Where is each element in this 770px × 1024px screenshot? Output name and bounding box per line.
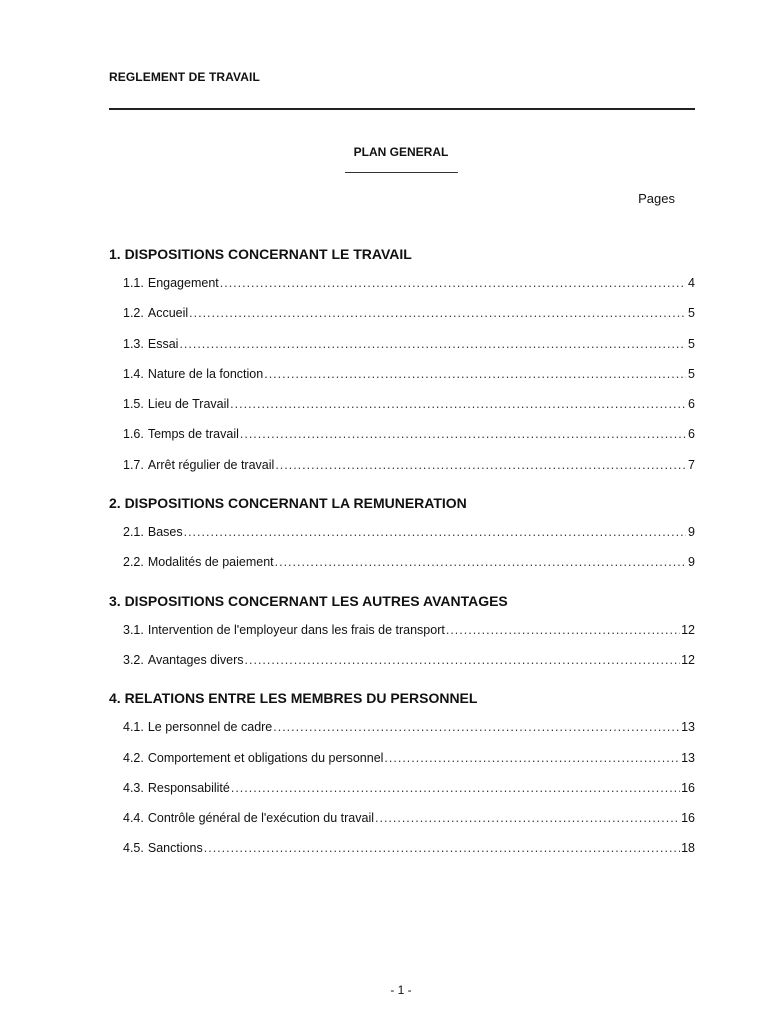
plan-title: PLAN GENERAL: [353, 145, 449, 159]
toc-dot-leader: [275, 554, 686, 570]
toc-entry-number: 1.4.: [123, 366, 144, 381]
toc-entry-page: 16: [681, 811, 695, 826]
toc-dot-leader: [273, 719, 680, 735]
toc-section-title: 4. RELATIONS ENTRE LES MEMBRES DU PERSONNEL: [109, 690, 478, 707]
toc-dot-leader: [204, 840, 680, 856]
toc-entry: [123, 719, 695, 749]
toc-entry-page: 5: [688, 306, 695, 321]
toc-dot-leader: [275, 457, 686, 473]
toc-entry: [123, 780, 695, 810]
toc-entry-page: 12: [681, 622, 695, 637]
toc-entry-label: Arrêt régulier de travail: [147, 457, 275, 472]
toc-entry-number: 2.1.: [123, 525, 144, 540]
toc-entry-label: Essai: [147, 336, 179, 351]
toc-entry: [123, 840, 695, 870]
toc-entry-label: Comportement et obligations du personnel: [147, 750, 384, 765]
toc-section-title: 1. DISPOSITIONS CONCERNANT LE TRAVAIL: [109, 246, 412, 262]
toc-entry-page: 9: [688, 555, 695, 570]
pages-column-label: Pages: [638, 191, 675, 206]
toc-entry: [123, 426, 695, 456]
toc-dot-leader: [375, 810, 680, 826]
toc-entry-label: Avantages divers: [147, 652, 244, 667]
toc-entry: [123, 366, 695, 396]
toc-entry: [123, 524, 695, 554]
toc-dot-leader: [264, 366, 686, 382]
toc-entry: [123, 336, 695, 366]
toc-entry-page: 5: [688, 366, 695, 381]
toc-entry: [123, 810, 695, 840]
toc-entry-label: Responsabilité: [147, 780, 230, 795]
toc-entry-number: 4.5.: [123, 841, 144, 856]
toc-entry-page: 5: [688, 336, 695, 351]
toc-entry: [123, 554, 695, 584]
toc-entry-number: 1.6.: [123, 427, 144, 442]
toc-entry-label: Lieu de Travail: [147, 397, 230, 412]
toc-entry-label: Bases: [147, 525, 183, 540]
toc-entry: [123, 396, 695, 426]
toc-entry: [123, 652, 695, 682]
table-of-contents: [109, 244, 695, 877]
toc-dot-leader: [231, 780, 680, 796]
toc-entry-page: 6: [688, 427, 695, 442]
toc-dot-leader: [220, 275, 686, 291]
toc-entry: [123, 275, 695, 305]
toc-entry-page: 7: [688, 457, 695, 472]
toc-entry-number: 4.3.: [123, 780, 144, 795]
document-header-title: REGLEMENT DE TRAVAIL: [109, 70, 260, 84]
toc-dot-leader: [384, 750, 680, 766]
header-divider: [109, 108, 695, 110]
toc-entry-number: 4.1.: [123, 720, 144, 735]
toc-entry-label: Accueil: [147, 306, 189, 321]
toc-entry-number: 1.2.: [123, 306, 144, 321]
toc-entry-label: Sanctions: [147, 841, 203, 856]
toc-entry-label: Nature de la fonction: [147, 366, 264, 381]
toc-entry-number: 1.7.: [123, 457, 144, 472]
toc-entry-label: Engagement: [147, 276, 219, 290]
toc-entry-page: 6: [688, 397, 695, 412]
toc-dot-leader: [245, 652, 681, 668]
toc-entry-number: 3.1.: [123, 622, 144, 637]
toc-entry: [123, 750, 695, 780]
toc-section: [109, 591, 695, 683]
toc-section-title: 2. DISPOSITIONS CONCERNANT LA REMUNERATION: [109, 495, 467, 512]
toc-entry-label: Intervention de l'employeur dans les frais de transport: [147, 622, 445, 637]
toc-entry-number: 2.2.: [123, 555, 144, 570]
toc-dot-leader: [446, 622, 680, 638]
toc-section: [109, 244, 695, 487]
toc-entry-page: 12: [681, 652, 695, 667]
toc-entry-label: Temps de travail: [147, 427, 239, 442]
plan-title-underline: [345, 172, 458, 173]
toc-entry: [123, 457, 695, 487]
toc-dot-leader: [240, 426, 686, 442]
toc-entry-number: 3.2.: [123, 652, 144, 667]
toc-entry-number: 4.2.: [123, 750, 144, 765]
toc-entry-label: Modalités de paiement: [147, 555, 274, 570]
toc-dot-leader: [230, 396, 686, 412]
toc-entry: [123, 305, 695, 335]
toc-entry-number: 1.5.: [123, 397, 144, 412]
toc-section-title: 3. DISPOSITIONS CONCERNANT LES AUTRES AVANTAGES: [109, 592, 508, 609]
toc-entry-number: 1.1.: [123, 276, 144, 290]
toc-entry-page: 4: [688, 276, 695, 290]
toc-dot-leader: [179, 336, 686, 352]
toc-entry-page: 18: [681, 841, 695, 856]
toc-section: [109, 493, 695, 585]
toc-entry-number: 4.4.: [123, 811, 144, 826]
toc-entry: [123, 622, 695, 652]
toc-entry-page: 16: [681, 780, 695, 795]
toc-dot-leader: [189, 305, 686, 321]
page-number: - 1 -: [390, 983, 412, 997]
toc-dot-leader: [184, 524, 686, 540]
toc-entry-number: 1.3.: [123, 336, 144, 351]
toc-entry-page: 13: [681, 750, 695, 765]
toc-entry-page: 13: [681, 720, 695, 735]
toc-entry-page: 9: [688, 525, 695, 540]
toc-entry-label: Le personnel de cadre: [147, 720, 273, 735]
toc-entry-label: Contrôle général de l'exécution du travail: [147, 811, 374, 826]
toc-section: [109, 688, 695, 870]
